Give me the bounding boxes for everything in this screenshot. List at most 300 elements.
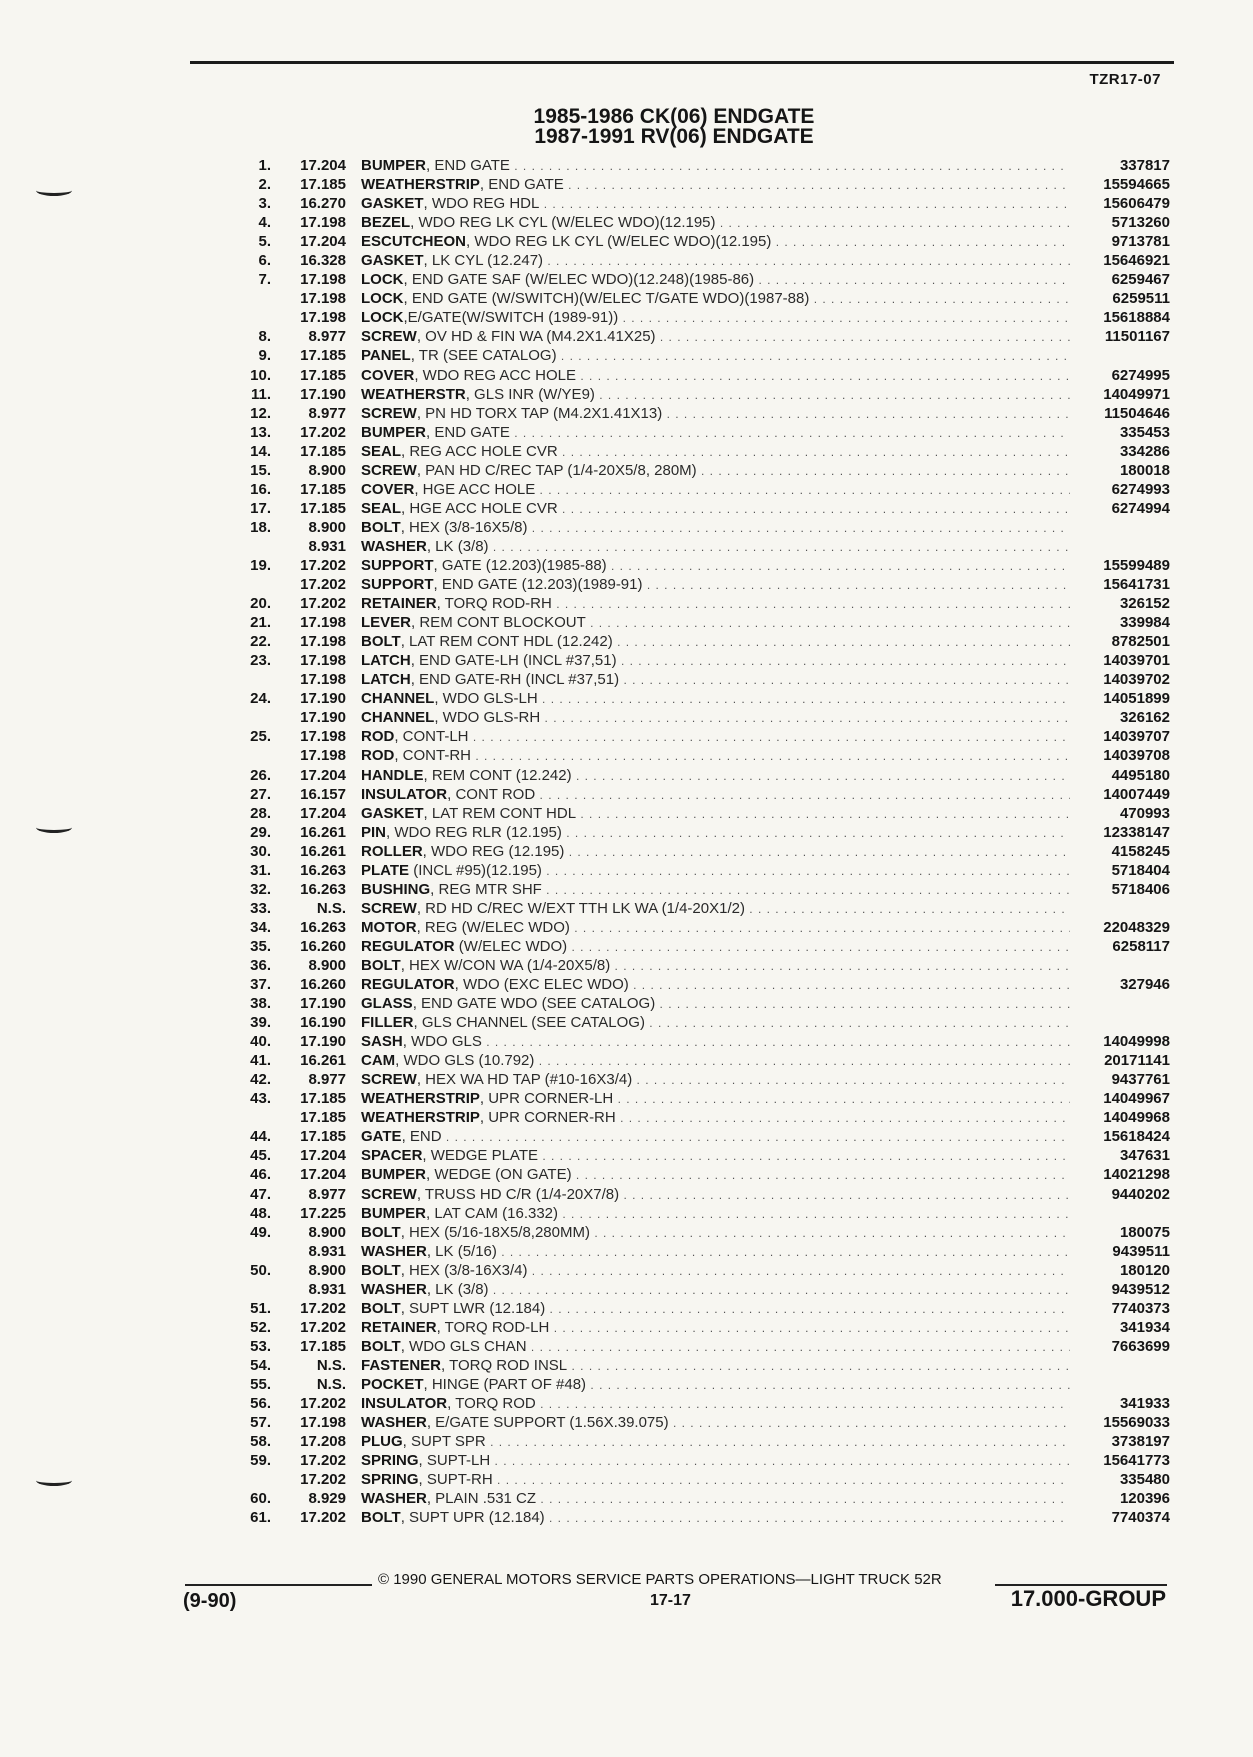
part-detail: , END GATE-LH (INCL #37,51) [410, 652, 617, 670]
table-row [225, 1508, 1170, 1527]
part-detail: , WDO REG HDL [423, 195, 540, 213]
item-number: 49. [250, 1223, 271, 1241]
part-detail: , GATE (12.203)(1985-88) [433, 556, 607, 574]
item-number: 56. [250, 1395, 271, 1413]
part-detail: , LK (3/8) [426, 537, 489, 555]
part-number: 7740373 [1111, 1299, 1170, 1317]
part-detail: , WDO GLS [402, 1033, 482, 1051]
part-detail: , CONT-RH [394, 747, 472, 765]
part-detail: , HINGE (PART OF #48) [423, 1376, 587, 1393]
table-row [225, 308, 1170, 327]
table-row [225, 232, 1170, 251]
item-number: 60. [250, 1490, 271, 1508]
part-detail: , WDO GLS (10.792) [395, 1052, 535, 1070]
part-number: 15599489 [1103, 556, 1170, 574]
part-detail: , HEX (5/16-18X5/8,280MM) [400, 1223, 590, 1241]
part-description [361, 766, 1070, 786]
part-name: CAM [361, 1052, 396, 1070]
part-description [361, 1356, 1070, 1376]
part-detail: , TORQ ROD-RH [436, 595, 552, 613]
table-row [225, 1470, 1170, 1489]
table-row [225, 442, 1170, 461]
part-detail: (W/ELEC WDO) [454, 937, 568, 955]
part-name: ESCUTCHEON [361, 233, 467, 251]
part-detail: , WDO (EXC ELEC WDO) [454, 976, 629, 994]
item-number: 24. [250, 690, 271, 708]
table-row [225, 366, 1170, 385]
part-number: 5713260 [1111, 214, 1170, 232]
group-number: 17.185 [300, 366, 346, 384]
part-name: BUMPER [361, 423, 427, 441]
group-number: 17.202 [300, 1471, 346, 1489]
item-number: 53. [250, 1337, 271, 1355]
part-name: BOLT [361, 1299, 401, 1317]
part-number: 15641773 [1103, 1452, 1170, 1470]
group-number: 17.185 [300, 499, 346, 517]
group-number: 17.204 [300, 157, 346, 174]
part-detail: , HEX (3/8-16X5/8) [400, 518, 528, 536]
part-detail: , REG (W/ELEC WDO) [416, 918, 570, 936]
item-number: 48. [250, 1204, 271, 1222]
table-row [225, 613, 1170, 632]
part-detail: , SUPT SPR [402, 1433, 486, 1451]
part-number: 326162 [1119, 709, 1170, 727]
part-description [361, 1470, 1070, 1490]
part-description [361, 1413, 1070, 1433]
part-name: BOLT [361, 956, 401, 974]
part-number: 5718404 [1111, 861, 1170, 879]
item-number: 39. [250, 1014, 271, 1032]
item-number: 25. [250, 728, 271, 746]
part-number: 6259511 [1112, 290, 1170, 308]
group-number: 17.185 [300, 1337, 346, 1355]
part-name: SCREW [361, 461, 417, 479]
group-number: 17.185 [300, 480, 346, 498]
part-name: FILLER [361, 1014, 414, 1032]
part-detail: , GLS INR (W/YE9) [465, 385, 595, 403]
part-name: WEATHERSTRIP [361, 176, 480, 194]
table-row [225, 175, 1170, 194]
item-number: 36. [250, 956, 271, 974]
table-row [225, 1394, 1170, 1413]
part-number: 120396 [1119, 1490, 1170, 1508]
group-number: 17.198 [300, 271, 346, 289]
part-name: GATE [361, 1128, 402, 1146]
item-number: 8. [258, 328, 271, 346]
part-name: WASHER [361, 1414, 427, 1432]
part-description [361, 556, 1070, 576]
part-number: 22048329 [1103, 918, 1170, 936]
group-number: 17.204 [300, 233, 346, 251]
part-description [361, 270, 1070, 290]
part-name: SCREW [361, 1071, 417, 1089]
part-description [361, 594, 1070, 614]
table-row [225, 689, 1170, 708]
part-number: 5718406 [1111, 880, 1170, 898]
group-number: 17.202 [300, 1299, 346, 1317]
part-description [361, 1432, 1070, 1452]
group-number: 17.190 [300, 1033, 346, 1051]
item-number: 47. [250, 1185, 271, 1203]
group-number: 16.263 [300, 861, 346, 879]
part-detail: , WEDGE PLATE [422, 1147, 538, 1165]
group-number: 17.198 [300, 671, 346, 689]
group-number: 17.198 [300, 652, 346, 670]
part-description [361, 1108, 1070, 1128]
part-description [361, 651, 1070, 671]
part-number: 341933 [1119, 1395, 1170, 1413]
part-detail: , PLAIN .531 CZ [426, 1490, 537, 1508]
part-detail: , E/GATE SUPPORT (1.56X.39.075) [426, 1414, 669, 1432]
group-number: 16.190 [300, 1014, 346, 1032]
part-name: PLATE [361, 861, 410, 879]
item-number: 38. [250, 995, 271, 1013]
part-description [361, 785, 1070, 805]
item-number: 35. [250, 937, 271, 955]
group-number: 17.204 [300, 766, 346, 784]
item-number: 7. [258, 271, 271, 289]
document-code: TZR17-07 [1089, 71, 1161, 88]
group-label: 17.000-GROUP [1010, 1586, 1166, 1611]
table-row [225, 842, 1170, 861]
part-description [361, 1127, 1070, 1147]
table-row [225, 727, 1170, 746]
part-name: RETAINER [361, 595, 437, 613]
part-detail: , WDO REG LK CYL (W/ELEC WDO)(12.195) [466, 233, 772, 251]
group-number: 17.198 [300, 747, 346, 765]
part-detail: ,E/GATE(W/SWITCH (1989-91)) [403, 309, 619, 327]
table-row [225, 823, 1170, 842]
part-number: 14049968 [1103, 1109, 1170, 1127]
item-number: 41. [250, 1052, 271, 1070]
group-number: 17.198 [300, 633, 346, 651]
part-name: BOLT [361, 633, 401, 651]
table-row [225, 537, 1170, 556]
item-number: 9. [258, 347, 271, 365]
part-description [361, 404, 1070, 424]
table-row [225, 1261, 1170, 1280]
table-row [225, 327, 1170, 346]
item-number: 12. [250, 404, 271, 422]
part-detail: , END GATE-RH (INCL #37,51) [410, 671, 620, 689]
part-number: 6274995 [1111, 366, 1170, 384]
part-description [361, 461, 1070, 481]
part-description [361, 746, 1070, 766]
part-description [361, 613, 1070, 633]
part-detail: , LAT CAM (16.332) [426, 1204, 559, 1222]
part-description [361, 1261, 1070, 1281]
group-number: 8.977 [308, 404, 346, 422]
binder-hole-mark [36, 1475, 72, 1486]
item-number: 61. [250, 1509, 271, 1527]
group-number: 8.977 [308, 1071, 346, 1089]
part-number: 6259467 [1111, 271, 1170, 289]
item-number: 51. [250, 1299, 271, 1317]
group-number: 16.261 [300, 842, 346, 860]
item-number: 22. [250, 633, 271, 651]
part-name: PANEL [361, 347, 411, 365]
page-number: 17-17 [650, 1592, 691, 1609]
table-row [225, 1451, 1170, 1470]
part-name: REGULATOR [361, 937, 455, 955]
part-description [361, 1394, 1070, 1414]
group-number: 17.204 [300, 1166, 346, 1184]
part-detail: , CONT-LH [394, 728, 469, 746]
part-description [361, 518, 1070, 538]
part-name: SCREW [361, 404, 417, 422]
item-number: 54. [250, 1356, 271, 1374]
part-description [361, 632, 1070, 652]
part-description [361, 1051, 1070, 1071]
table-row [225, 1146, 1170, 1165]
part-detail: , SUPT-RH [418, 1471, 493, 1489]
part-number: 335453 [1119, 423, 1170, 441]
item-number: 17. [250, 499, 271, 517]
group-number: 17.204 [300, 1147, 346, 1165]
part-detail: , END GATE (12.203)(1989-91) [433, 576, 643, 594]
item-number: 31. [250, 861, 271, 879]
group-number: 17.185 [300, 176, 346, 194]
part-name: ROD [361, 728, 395, 746]
part-number: 14049971 [1103, 385, 1170, 403]
part-description [361, 804, 1070, 824]
part-detail: , END GATE [426, 423, 510, 441]
part-description [361, 213, 1070, 233]
table-row [225, 385, 1170, 404]
item-number: 58. [250, 1433, 271, 1451]
item-number: 33. [250, 899, 271, 917]
item-number: 52. [250, 1318, 271, 1336]
item-number: 28. [250, 804, 271, 822]
part-detail: , PAN HD C/REC TAP (1/4-20X5/8, 280M) [416, 461, 697, 479]
part-name: SUPPORT [361, 576, 434, 594]
part-name: WASHER [361, 1490, 427, 1508]
item-number: 34. [250, 918, 271, 936]
part-detail: , WDO REG LK CYL (W/ELEC WDO)(12.195) [410, 214, 716, 232]
group-number: N.S. [316, 1376, 346, 1393]
table-row [225, 746, 1170, 765]
part-name: PIN [361, 823, 387, 841]
group-number: 17.202 [300, 1452, 346, 1470]
item-number: 32. [250, 880, 271, 898]
part-description [361, 194, 1070, 214]
group-number: 17.198 [300, 614, 346, 632]
part-number: 180018 [1119, 461, 1170, 479]
part-description [361, 1489, 1070, 1509]
part-name: SUPPORT [361, 556, 434, 574]
group-number: 17.202 [300, 1318, 346, 1336]
part-detail: , REM CONT BLOCKOUT [411, 614, 586, 632]
table-row [225, 346, 1170, 365]
item-number: 20. [250, 595, 271, 613]
binder-hole-mark [36, 185, 72, 196]
part-detail: , HGE ACC HOLE CVR [401, 499, 558, 517]
part-detail: , WDO REG ACC HOLE [414, 366, 577, 384]
group-number: 8.977 [308, 1185, 346, 1203]
part-description [361, 689, 1070, 709]
part-number: 14049998 [1103, 1033, 1170, 1051]
part-name: BEZEL [361, 214, 411, 232]
part-detail: , SUPT-LH [418, 1452, 491, 1470]
parts-list [225, 156, 1170, 1527]
part-name: WEATHERSTRIP [361, 1109, 480, 1127]
part-description [361, 1204, 1070, 1224]
part-number: 14039702 [1103, 671, 1170, 689]
item-number: 6. [258, 252, 271, 270]
part-detail: , OV HD & FIN WA (M4.2X1.41X25) [416, 328, 656, 346]
part-description [361, 327, 1070, 347]
part-number: 337817 [1119, 157, 1170, 174]
part-number: 15641731 [1103, 576, 1170, 594]
part-number: 14007449 [1103, 785, 1170, 803]
part-description [361, 232, 1070, 252]
item-number: 1. [258, 157, 271, 174]
part-detail: , GLS CHANNEL (SEE CATALOG) [413, 1014, 645, 1032]
part-number: 20171141 [1104, 1052, 1170, 1070]
table-row [225, 766, 1170, 785]
part-name: BUMPER [361, 1166, 427, 1184]
table-row [225, 1051, 1170, 1070]
part-number: 7740374 [1111, 1509, 1170, 1527]
group-number: 17.198 [300, 309, 346, 327]
part-detail: , END GATE [479, 176, 564, 194]
part-number: 339984 [1119, 614, 1170, 632]
part-detail: , UPR CORNER-RH [479, 1109, 616, 1127]
part-detail: , END GATE (W/SWITCH)(W/ELEC T/GATE WDO)(1987-88) [403, 290, 810, 308]
group-number: 16.261 [300, 823, 346, 841]
part-number: 15618424 [1103, 1128, 1170, 1146]
part-detail: , HEX WA HD TAP (#10-16X3/4) [416, 1071, 633, 1089]
group-number: 17.208 [300, 1433, 346, 1451]
part-detail: , END GATE [426, 157, 510, 174]
part-description [361, 1242, 1070, 1262]
table-row [225, 480, 1170, 499]
group-number: 8.977 [308, 328, 346, 346]
group-number: 8.931 [308, 1280, 346, 1298]
part-detail: , END [401, 1128, 442, 1146]
table-row [225, 1108, 1170, 1127]
title-line-1: 1985-1986 CK(06) ENDGATE [533, 105, 815, 128]
table-row [225, 956, 1170, 975]
part-name: BUMPER [361, 157, 427, 174]
part-name: WASHER [361, 537, 427, 555]
part-detail: , REG MTR SHF [430, 880, 542, 898]
part-name: SCREW [361, 1185, 417, 1203]
part-description [361, 423, 1070, 443]
part-name: SEAL [361, 499, 402, 517]
part-description [361, 670, 1070, 690]
part-name: BUSHING [361, 880, 431, 898]
group-number: 16.263 [300, 918, 346, 936]
table-row [225, 270, 1170, 289]
group-number: 17.190 [300, 690, 346, 708]
table-row [225, 1070, 1170, 1089]
group-number: 17.185 [300, 347, 346, 365]
part-description [361, 156, 1070, 176]
part-description [361, 289, 1070, 309]
part-description [361, 1451, 1070, 1471]
table-row [225, 1165, 1170, 1184]
part-name: INSULATOR [361, 1395, 448, 1413]
part-number: 335480 [1119, 1471, 1170, 1489]
part-number: 14039707 [1103, 728, 1170, 746]
part-name: REGULATOR [361, 976, 455, 994]
part-name: LOCK [361, 309, 404, 327]
part-name: COVER [361, 480, 415, 498]
item-number: 57. [250, 1414, 271, 1432]
part-description [361, 1185, 1070, 1205]
item-number: 21. [250, 614, 271, 632]
part-name: GASKET [361, 252, 424, 270]
item-number: 11. [250, 385, 271, 403]
group-number: 8.900 [308, 956, 346, 974]
part-detail: , LAT REM CONT HDL (12.242) [400, 633, 613, 651]
table-row [225, 575, 1170, 594]
part-detail: , END GATE SAF (W/ELEC WDO)(12.248)(1985-86) [403, 271, 755, 289]
part-detail: , REM CONT (12.242) [423, 766, 572, 784]
part-name: SCREW [361, 899, 417, 917]
part-description [361, 975, 1070, 995]
part-number: 347631 [1119, 1147, 1170, 1165]
table-row [225, 994, 1170, 1013]
part-detail: , HEX W/CON WA (1/4-20X5/8) [400, 956, 611, 974]
item-number: 15. [250, 461, 271, 479]
part-number: 14049967 [1103, 1090, 1170, 1108]
part-number: 327946 [1119, 976, 1170, 994]
table-row [225, 785, 1170, 804]
part-description [361, 994, 1070, 1014]
part-number: 15594665 [1103, 176, 1170, 194]
group-number: 8.900 [308, 518, 346, 536]
part-description [361, 346, 1070, 366]
part-name: ROLLER [361, 842, 423, 860]
part-description [361, 708, 1070, 728]
part-name: LOCK [361, 271, 404, 289]
group-number: 17.198 [300, 1414, 346, 1432]
part-detail: , REG ACC HOLE CVR [401, 442, 558, 460]
item-number: 18. [250, 518, 271, 536]
group-number: 16.328 [300, 252, 346, 270]
group-number: 8.929 [308, 1490, 346, 1508]
table-row [225, 1299, 1170, 1318]
part-description [361, 499, 1070, 519]
part-description [361, 918, 1070, 938]
part-name: LATCH [361, 652, 411, 670]
part-name: PLUG [361, 1433, 403, 1451]
part-number: 15618884 [1103, 309, 1170, 327]
group-number: 17.202 [300, 1509, 346, 1527]
group-number: 17.198 [300, 728, 346, 746]
part-number: 9439512 [1111, 1280, 1170, 1298]
table-row [225, 251, 1170, 270]
part-description [361, 1032, 1070, 1052]
table-row [225, 1375, 1170, 1394]
group-number: 16.270 [300, 195, 346, 213]
part-detail: , PN HD TORX TAP (M4.2X1.41X13) [416, 404, 663, 422]
item-number: 42. [250, 1071, 271, 1089]
part-description [361, 1070, 1070, 1090]
part-detail: , CONT ROD [447, 785, 536, 803]
part-detail: , TORQ ROD [447, 1395, 536, 1413]
table-row [225, 975, 1170, 994]
table-row [225, 1413, 1170, 1432]
part-detail: , WDO GLS-RH [434, 709, 541, 727]
group-number: 17.202 [300, 595, 346, 613]
part-description [361, 899, 1070, 919]
part-name: WEATHERSTRIP [361, 1090, 480, 1108]
part-description [361, 956, 1070, 976]
item-number: 5. [258, 233, 271, 251]
